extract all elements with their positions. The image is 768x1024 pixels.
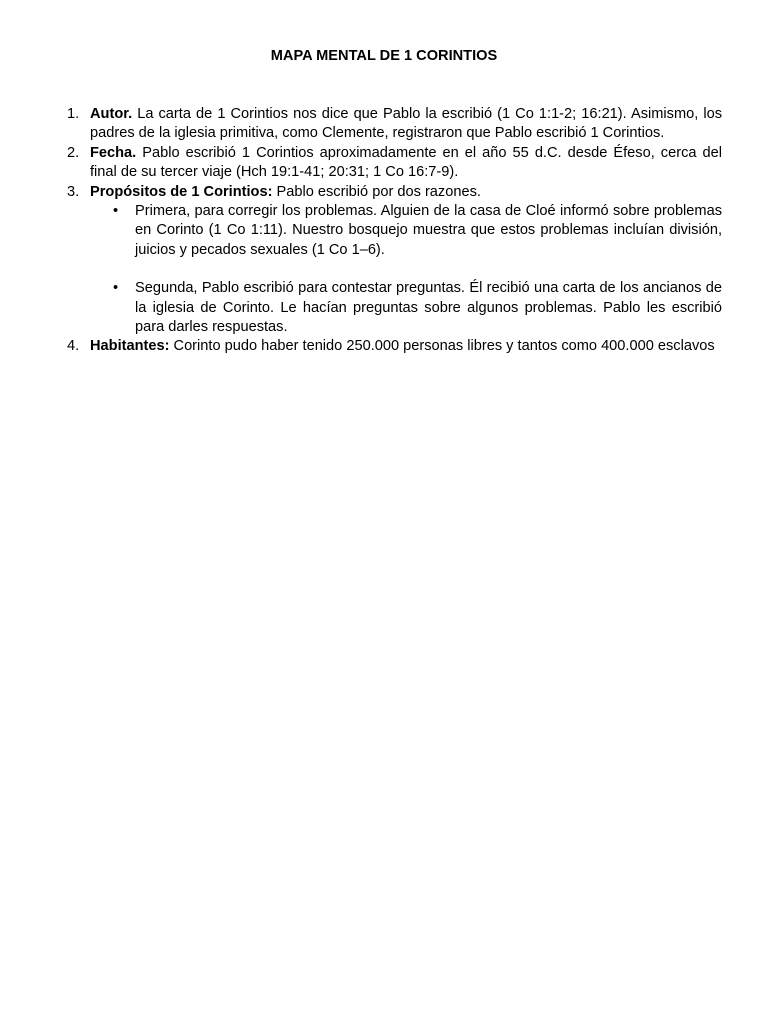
- bullet-icon: •: [113, 203, 119, 220]
- item-text: Pablo escribió 1 Corintios aproximadamente en el año 55 d.C. desde Éfeso, cerca del final de su tercer viaje (Hch 19:1-41; 20:31; 1 Co 16:7-9).: [90, 144, 722, 181]
- bullet-text: Primera, para corregir los problemas. Alguien de la casa de Cloé informó sobre problemas en Corinto (1 Co 1:11). Nuestro bosquejo muestra que estos problemas incluían división, juicios y pecados sexuales (1 Co 1–6).: [135, 203, 722, 258]
- item-text: La carta de 1 Corintios nos dice que Pablo la escribió (1 Co 1:1-2; 16:21). Asimismo, los padres de la iglesia primitiva, como Clemente, registraron que Pablo escribió 1 Corintios.: [90, 106, 722, 142]
- list-item-fecha: [67, 144, 722, 183]
- list-item-paragraph: [90, 105, 722, 144]
- list-number: 4.: [67, 338, 80, 355]
- item-text: Corinto pudo haber tenido 250.000 personas libres y tantos como 400.000 esclavos: [169, 338, 715, 355]
- list-item-autor: [67, 105, 722, 144]
- bullet-icon: •: [113, 280, 119, 297]
- item-label: Autor.: [90, 106, 133, 122]
- list-item-paragraph: [90, 337, 722, 356]
- list-number: 1.: [67, 106, 80, 122]
- list-item-paragraph: [90, 144, 722, 183]
- item-label: Habitantes:: [90, 338, 170, 355]
- bullet-list: [90, 202, 722, 337]
- list-item-propositos: [67, 183, 722, 338]
- bullet-item: [113, 202, 722, 260]
- bullet-text: Segunda, Pablo escribió para contestar preguntas. Él recibió una carta de los ancianos de la iglesia de Corinto. Le hacían preguntas sobre algunos problemas. Pablo les escribió para darles respuestas.: [135, 280, 722, 336]
- list-number: 3.: [67, 183, 80, 200]
- bullet-item: [113, 279, 722, 337]
- item-label: Propósitos de 1 Corintios:: [90, 183, 273, 200]
- numbered-list: [67, 105, 722, 357]
- item-label: Fecha.: [90, 144, 137, 161]
- document-title: MAPA MENTAL DE 1 CORINTIOS: [270, 48, 498, 64]
- list-item-habitantes: [67, 337, 722, 356]
- list-number: 2.: [67, 144, 80, 161]
- item-text: Pablo escribió por dos razones.: [272, 183, 481, 200]
- list-item-paragraph: [90, 183, 722, 202]
